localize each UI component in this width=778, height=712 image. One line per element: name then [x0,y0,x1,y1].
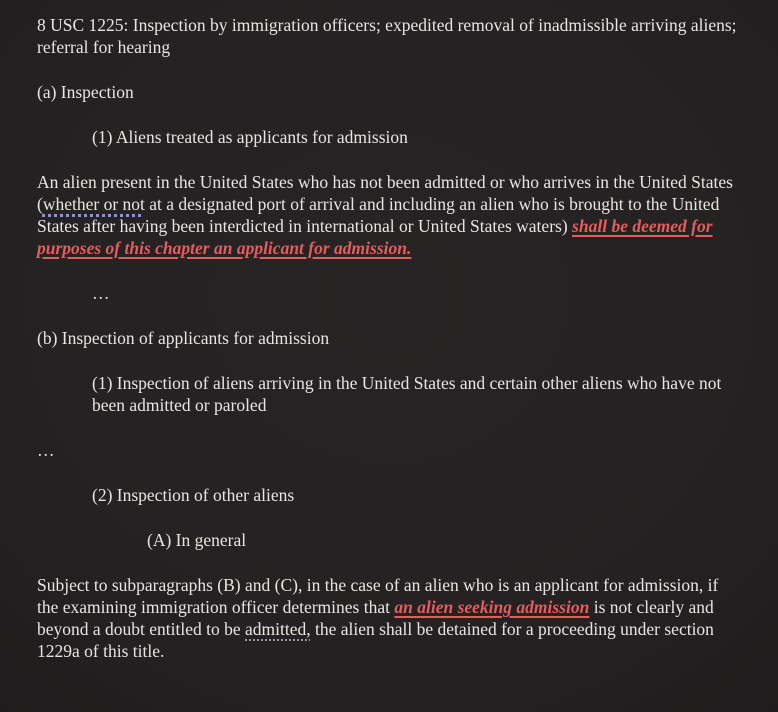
statute-text: Subject to subparagraphs (B) and (C), in the case of an alien who is an applicant for admission, if the examining immigration officer determines that [37,575,719,617]
section-a1-heading: (1) Aliens treated as applicants for admission [92,127,408,147]
section-b-heading: (b) Inspection of applicants for admission [37,328,330,348]
statute-title: 8 USC 1225: Inspection by immigration officers; expedited removal of inadmissible arriving aliens; referral for hearing [37,15,737,57]
statute-text: the alien shall be detained for a proceeding under section 1229a of this title. [37,619,714,661]
statute-text: is not clearly and beyond a doubt entitled to be [37,597,714,639]
section-b2a-heading: (A) In general [147,530,247,550]
section-b2-heading: (2) Inspection of other aliens [92,485,295,505]
ellipsis: … [92,283,110,303]
ellipsis: … [37,440,55,460]
section-b1-heading: (1) Inspection of aliens arriving in the United States and certain other aliens who have not been admitted or paroled [92,373,722,415]
grammar-underlined-word: admitted, [245,619,311,639]
section-b-paragraph [37,574,741,662]
statute-text: An alien present in the United States who has not been admitted or who arrives in the United States ( [37,172,733,214]
section-a-paragraph [37,171,741,259]
grammar-underlined-phrase: whether or not [42,194,145,214]
statute-text: at a designated port of arrival and including an alien who is brought to the United States after having been interdicted in international or United States waters) [37,194,720,236]
highlighted-phrase: shall be deemed for purposes of this chapter an applicant for admission. [37,216,713,258]
section-a-heading: (a) Inspection [37,82,134,102]
highlighted-phrase: an alien seeking admission [394,597,590,617]
